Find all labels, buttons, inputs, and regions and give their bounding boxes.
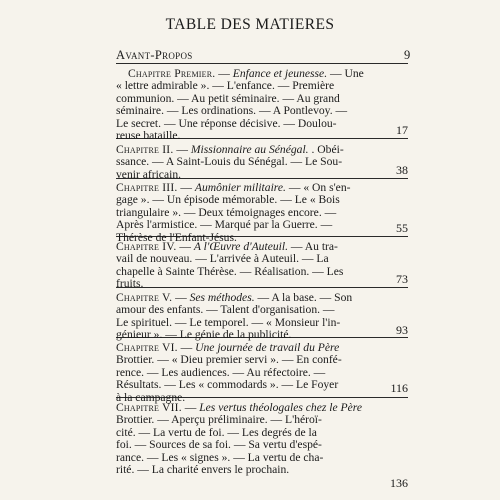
chapter-text: communion. — Au petit séminaire. — Au grand [116,91,340,105]
chapter-label: Chapitre VI. [116,341,178,354]
chapter-text: rence. — Les audiences. — Au réfectoire. — [116,365,326,379]
page-number: 38 [396,163,408,177]
chapter-text: — « On s'en- [288,181,351,194]
chapter-label: Chapitre III. [116,181,178,194]
chapter-title: Enfance et jeunesse. [232,67,328,80]
chapter-text: Résultats. — Les « commodards ». — Le Foyer [116,378,339,392]
chapter-text: rité. — La charité envers le prochain. [116,463,290,477]
chapter-text: Thérèse de l'Enfant-Jésus. [116,230,237,244]
chapter-text: cité. — La vertu de foi. — Les degrés de la [116,425,317,439]
chapter-text: . Obéi- [311,143,344,156]
chapter-text: Brottier. — « Dieu premier servi ». — En confé- [116,353,342,367]
chapter-label: Chapitre II. [116,143,174,156]
page-number: 73 [396,272,408,286]
page-number: 136 [390,476,408,490]
toc-entry-chapter-3: Chapitre III. — Aumônier militaire. — « On s'en- gage ». — Un épisode mémorable. — Le « Bois triangulaire ». — Deux témoignages encore. — Après l'armistice. — Marqué par la Guerre. — Thérèse de l'Enfant-Jésus. [116,182,392,244]
toc-entry-chapter-7: Chapitre VII. — Les vertus théologales chez le Père Brottier. — Aperçu préliminaire. — L'héroï- cité. — La vertu de foi. — Les degrés de la foi. — Sources de sa foi. — Sa vertu d'espé- rance. — Les « signes ». — La vertu de cha- rité. — La charité envers le prochain. [116,402,392,476]
chapter-text: fruits. [116,277,144,291]
page-title: TABLE DES MATIERES [165,16,335,33]
chapter-text: Après l'armistice. — Marqué par la Guerre. — [116,218,333,232]
page-number: 17 [396,123,408,137]
chapter-label: Chapitre VII. [116,401,182,414]
chapter-text: vail de nouveau. — L'arrivée à Auteuil. — La [116,252,329,266]
chapter-text: foi. — Sources de sa foi. — Sa vertu d'espé- [116,438,322,452]
chapter-text: Le secret. — Une réponse décisive. — Doulou- [116,116,337,130]
toc-entry-chapter-5: Chapitre V. — Ses méthodes. — A la base. — Son amour des enfants. — Talent d'organisation. — Le spirituel. — Le temporel. — « Monsieur l'in- génieur ». — Le génie de la publicité. [116,292,392,342]
chapter-text: Brottier. — Aperçu préliminaire. — L'héroï- [116,413,322,427]
chapter-text: chapelle à Sainte Thérèse. — Réalisation. — Les [116,264,344,278]
chapter-title: Une journée de travail du Père [195,341,340,354]
chapter-title: Les vertus théologales chez le Père [199,401,362,414]
chapter-text: — Au tra- [290,240,338,253]
page-number: 55 [396,221,408,235]
toc-entry-chapter-2: Chapitre II. — Missionnaire au Sénégal. . Obéi- ssance. — A Saint-Louis du Sénégal. — Le Sou- venir africain. [116,144,392,181]
chapter-title: Missionnaire au Sénégal. [190,143,309,156]
chapter-text: « lettre admirable ». — L'enfance. — Première [116,79,335,93]
avant-propos-page: 9 [404,48,411,62]
chapter-title: Aumônier militaire. [194,181,286,194]
chapter-label: Chapitre V. [116,291,173,304]
chapter-text: séminaire. — Les ordinations. — A Pontlevoy. — [116,104,348,118]
chapter-label: Chapitre IV. [116,240,177,253]
avant-propos-label: Avant-Propos [116,48,193,62]
toc-entry-chapter-4: Chapitre IV. — A l'Œuvre d'Auteuil. — Au tra- vail de nouveau. — L'arrivée à Auteuil. — La chapelle à Sainte Thérèse. — Réalisation. — Les fruits. [116,241,392,291]
chapter-text: Le spirituel. — Le temporel. — « Monsieur l'in- [116,315,341,329]
chapter-text: à la campagne. [116,390,186,404]
toc-entry-chapter-1: Chapitre Premier. — Enfance et jeunesse. — Une « lettre admirable ». — L'enfance. — Première communion. — Au petit séminaire. — Au grand séminaire. — Les ordinations. — A Pontlevoy. — Le secret. — Une réponse décisive. — Doulou- reuse bataille. [116,68,392,142]
chapter-text: gage ». — Un épisode mémorable. — Le « Bois [116,193,340,207]
chapter-text: ssance. — A Saint-Louis du Sénégal. — Le Sou- [116,155,343,169]
chapter-text: génieur ». — Le génie de la publicité. [116,328,292,342]
page-number: 116 [390,381,408,395]
divider [116,63,408,64]
chapter-text: — Une [330,67,364,80]
chapter-text: triangulaire ». — Deux témoignages encore. — [116,205,337,219]
chapter-text: rance. — Les « signes ». — La vertu de cha- [116,450,324,464]
chapter-text: venir africain. [116,167,182,181]
chapter-text: amour des enfants. — Talent d'organisation. — [116,303,335,317]
chapter-label: Chapitre Premier. [128,67,216,80]
chapter-text: reuse bataille. [116,129,181,143]
chapter-title: Ses méthodes. [189,291,255,304]
chapter-text: — A la base. — Son [257,291,353,304]
page-number: 93 [396,323,408,337]
chapter-title: A l'Œuvre d'Auteuil. [193,240,288,253]
toc-entry-chapter-6: Chapitre VI. — Une journée de travail du Père Brottier. — « Dieu premier servi ». — En confé- rence. — Les audiences. — Au réfectoire. — Résultats. — Les « commodards ». — Le Foyer à la campagne. [116,342,392,404]
